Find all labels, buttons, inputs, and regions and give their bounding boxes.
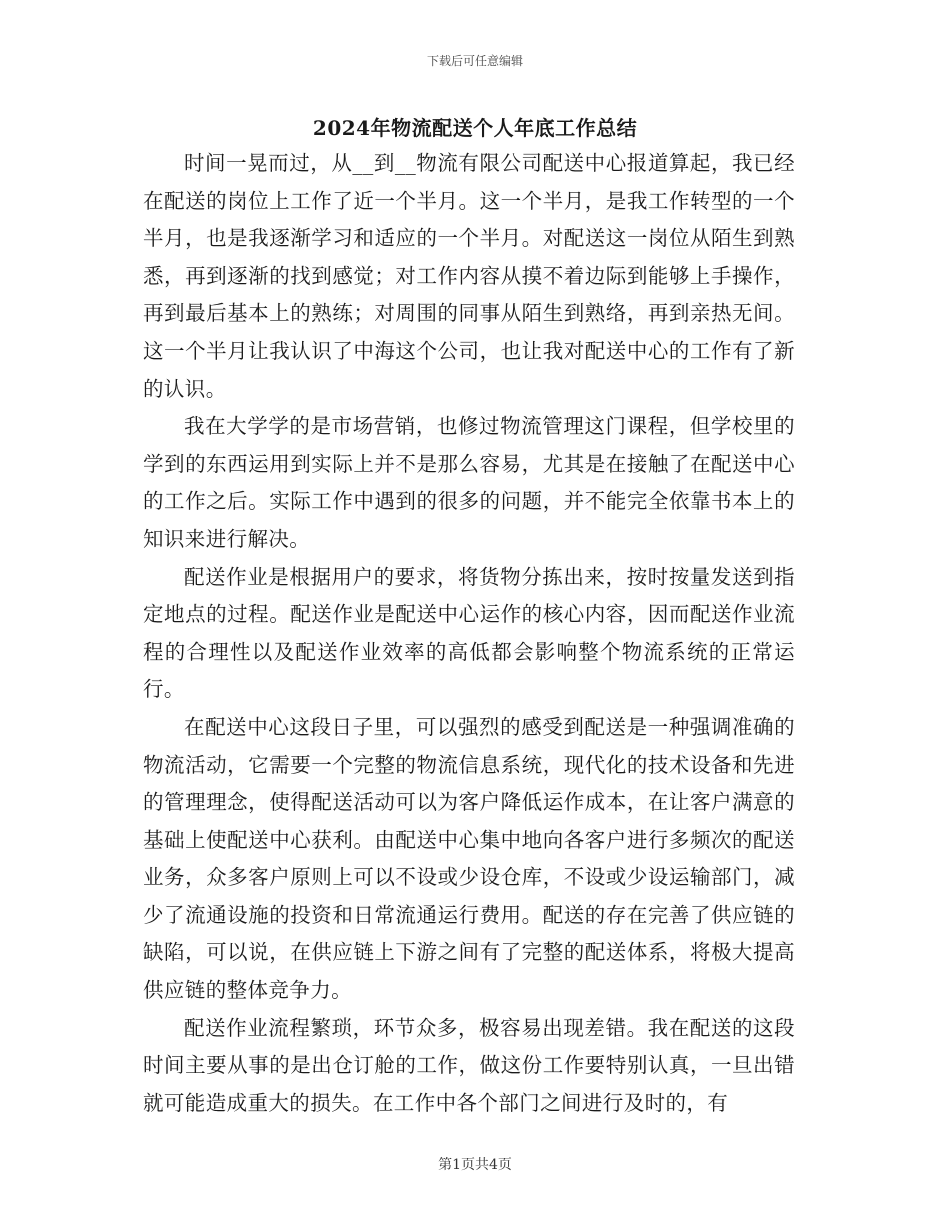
document-title: 2024年物流配送个人年底工作总结 (312, 116, 638, 140)
paragraph-3: 配送作业是根据用户的要求，将货物分拣出来，按时按量发送到指定地点的过程。配送作业是配送中心运作的核心内容，因而配送作业流程的合理性以及配送作业效率的高低都会影响整个物流系统的正常运行。 (143, 564, 795, 702)
page-header-note: 下载后可任意编辑 (426, 54, 523, 68)
page-number: 第1页共4页 (438, 1157, 512, 1173)
paragraph-2: 我在大学学的是市场营销，也修过物流管理这门课程，但学校里的学到的东西运用到实际上并不是那么容易，尤其是在接触了在配送中心的工作之后。实际工作中遇到的很多的问题，并不能完全依靠书本上的知识来进行解决。 (143, 414, 795, 551)
paragraph-5: 配送作业流程繁琐，环节众多，极容易出现差错。我在配送的这段时间主要从事的是出仓订舱的工作，做这份工作要特别认真，一旦出错就可能造成重大的损失。在工作中各个部门之间进行及时的，有 (143, 1015, 795, 1115)
document-body (143, 145, 795, 1122)
paragraph-4: 在配送中心这段日子里，可以强烈的感受到配送是一种强调准确的物流活动，它需要一个完整的物流信息系统，现代化的技术设备和先进的管理理念，使得配送活动可以为客户降低运作成本，在让客户满意的基础上使配送中心获利。由配送中心集中地向各客户进行多频次的配送业务，众多客户原则上可以不设或少设仓库，不设或少设运输部门，减少了流通设施的投资和日常流通运行费用。配送的存在完善了供应链的缺陷，可以说，在供应链上下游之间有了完整的配送体系，将极大提高供应链的整体竞争力。 (143, 714, 795, 1003)
paragraph-1: 时间一晃而过，从__到__物流有限公司配送中心报道算起，我已经在配送的岗位上工作了近一个半月。这一个半月，是我工作转型的一个半月，也是我逐渐学习和适应的一个半月。对配送这一岗位从陌生到熟悉，再到逐渐的找到感觉；对工作内容从摸不着边际到能够上手操作，再到最后基本上的熟练；对周围的同事从陌生到熟络，再到亲热无间。这一个半月让我认识了中海这个公司，也让我对配送中心的工作有了新的认识。 (143, 151, 795, 401)
